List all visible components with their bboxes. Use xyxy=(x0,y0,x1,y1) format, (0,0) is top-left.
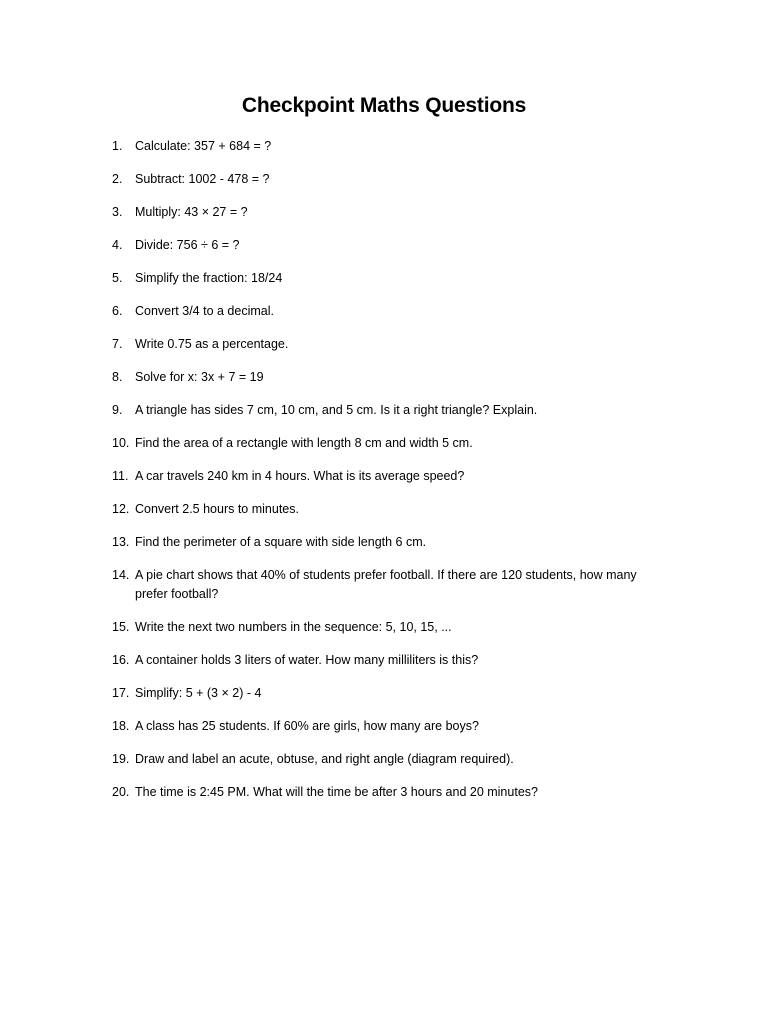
question-number: 13. xyxy=(112,535,130,549)
question-text: Convert 2.5 hours to minutes. xyxy=(135,502,299,516)
question-item xyxy=(112,467,657,486)
question-item xyxy=(112,335,657,354)
question-text: A container holds 3 liters of water. How many milliliters is this? xyxy=(135,653,479,667)
question-text: Find the area of a rectangle with length 8 cm and width 5 cm. xyxy=(135,436,473,450)
question-text: Write the next two numbers in the sequence: 5, 10, 15, ... xyxy=(135,620,452,634)
question-item xyxy=(112,566,657,604)
question-item xyxy=(112,170,657,189)
question-text: Multiply: 43 × 27 = ? xyxy=(135,205,248,219)
question-text: Simplify the fraction: 18/24 xyxy=(135,271,283,285)
question-item xyxy=(112,401,657,420)
question-text: Solve for x: 3x + 7 = 19 xyxy=(135,370,264,384)
question-number: 16. xyxy=(112,653,130,667)
question-text: A car travels 240 km in 4 hours. What is its average speed? xyxy=(135,469,465,483)
question-number: 14. xyxy=(112,568,130,582)
question-number: 19. xyxy=(112,752,130,766)
page-title: Checkpoint Maths Questions xyxy=(241,94,527,117)
question-text: Write 0.75 as a percentage. xyxy=(135,337,289,351)
question-text: Convert 3/4 to a decimal. xyxy=(135,304,274,318)
question-item xyxy=(112,137,657,156)
question-item xyxy=(112,434,657,453)
question-number: 12. xyxy=(112,502,130,516)
question-number: 11. xyxy=(112,469,129,483)
question-text: A pie chart shows that 40% of students prefer football. If there are 120 students, how many prefer football? xyxy=(135,568,637,601)
question-item xyxy=(112,203,657,222)
question-number: 2. xyxy=(112,172,123,186)
question-number: 6. xyxy=(112,304,123,318)
question-text: Subtract: 1002 - 478 = ? xyxy=(135,172,270,186)
question-number: 1. xyxy=(112,139,123,153)
question-text: Calculate: 357 + 684 = ? xyxy=(135,139,272,153)
question-number: 7. xyxy=(112,337,123,351)
question-number: 5. xyxy=(112,271,123,285)
question-text: Simplify: 5 + (3 × 2) - 4 xyxy=(135,686,262,700)
question-item xyxy=(112,500,657,519)
question-text: Divide: 756 ÷ 6 = ? xyxy=(135,238,240,252)
question-number: 17. xyxy=(112,686,130,700)
question-number: 4. xyxy=(112,238,123,252)
question-number: 18. xyxy=(112,719,130,733)
question-number: 3. xyxy=(112,205,123,219)
question-item xyxy=(112,618,657,637)
question-item xyxy=(112,684,657,703)
question-text: The time is 2:45 PM. What will the time be after 3 hours and 20 minutes? xyxy=(135,785,538,799)
question-item xyxy=(112,533,657,552)
question-item xyxy=(112,651,657,670)
question-item xyxy=(112,236,657,255)
question-text: Draw and label an acute, obtuse, and right angle (diagram required). xyxy=(135,752,514,766)
question-item xyxy=(112,269,657,288)
question-text: Find the perimeter of a square with side length 6 cm. xyxy=(135,535,427,549)
question-number: 15. xyxy=(112,620,130,634)
question-item xyxy=(112,717,657,736)
question-text: A class has 25 students. If 60% are girls, how many are boys? xyxy=(135,719,479,733)
question-number: 9. xyxy=(112,403,123,417)
question-list xyxy=(112,137,657,816)
question-item xyxy=(112,783,657,802)
question-item xyxy=(112,302,657,321)
question-number: 20. xyxy=(112,785,130,799)
question-item xyxy=(112,368,657,387)
question-number: 8. xyxy=(112,370,123,384)
question-item xyxy=(112,750,657,769)
question-text: A triangle has sides 7 cm, 10 cm, and 5 cm. Is it a right triangle? Explain. xyxy=(135,403,538,417)
question-number: 10. xyxy=(112,436,130,450)
